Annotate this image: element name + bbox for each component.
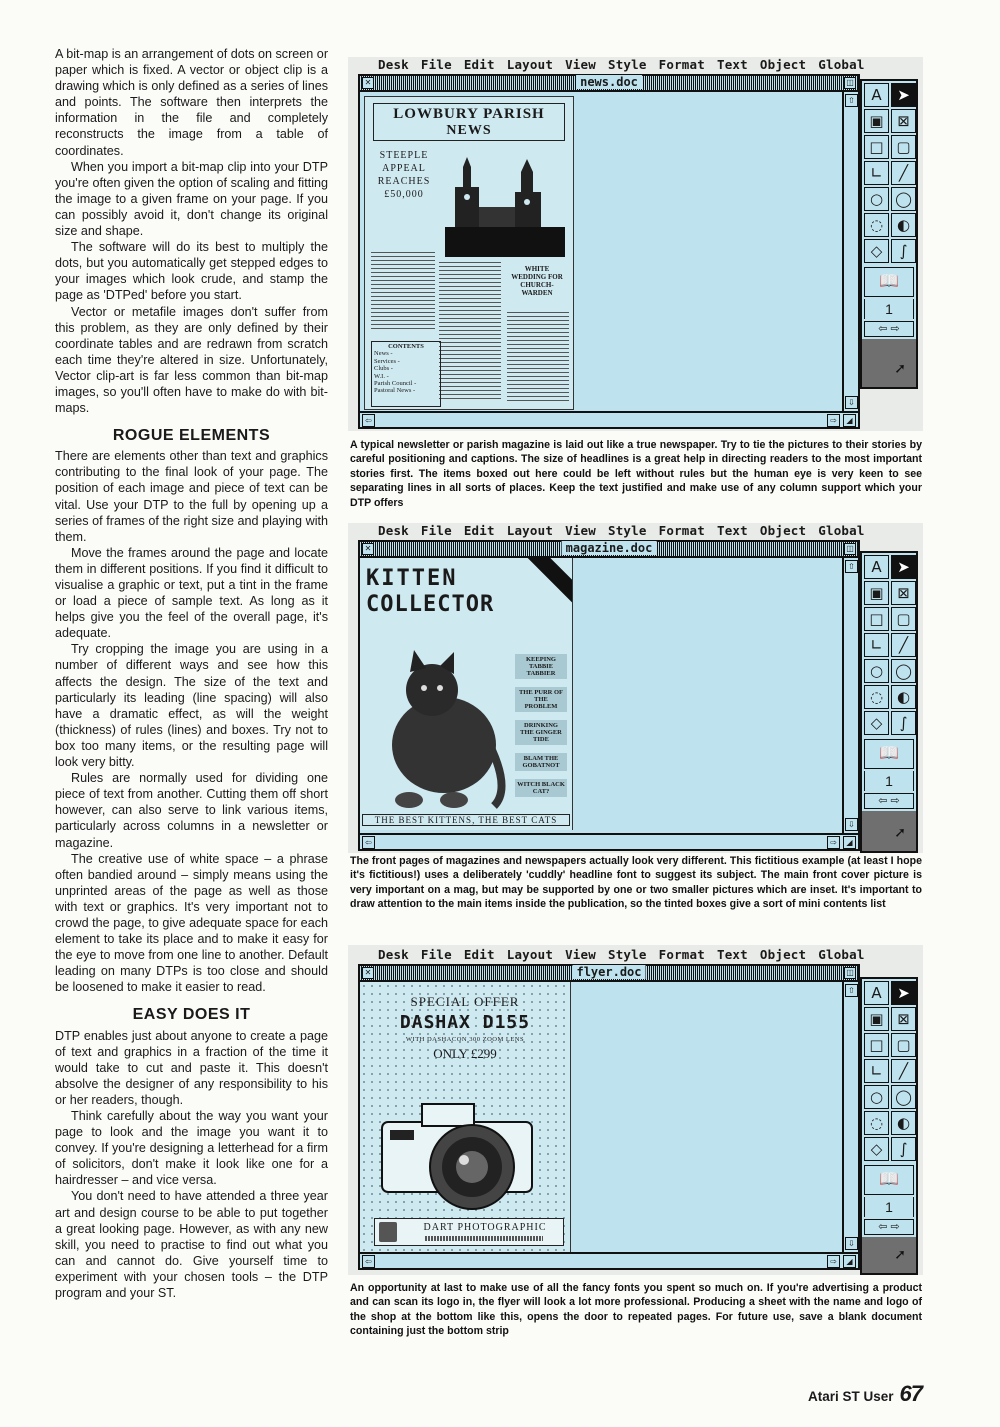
sidebar-item: THE PURR OF THE PROBLEM bbox=[515, 687, 567, 712]
sidebar-item: DRINKING THE GINGER TIDE bbox=[515, 720, 567, 745]
scroll-right-icon[interactable]: ⇨ bbox=[827, 1255, 840, 1268]
diagonal-line-icon[interactable]: ╱ bbox=[891, 1059, 916, 1083]
caption: The front pages of magazines and newspapers actually look very different. This fictitious example (at least I hope it's fictitious!) uses a deliberately 'cuddly' headline font to suggest its subject. The main front cover picture is very important on a mag, but may be supported by one or two smaller pictures which are inset. It's important to draw attention to the main items inside the publication, so the tinted boxes give a sort of mini contents list bbox=[350, 855, 922, 911]
arc-icon[interactable]: ◌ bbox=[864, 213, 889, 237]
menu-bar bbox=[378, 523, 915, 540]
strapline: THE BEST KITTENS, THE BEST CATS bbox=[362, 814, 570, 826]
menu-layout[interactable]: Layout bbox=[506, 57, 554, 72]
rounded-rect-icon[interactable]: ▢ bbox=[891, 135, 916, 159]
menu-desk[interactable]: Desk bbox=[378, 523, 409, 538]
paragraph: Think carefully about the way you want your page to look and the image you want it to convey. If you're designing a letterhead for a firm of solicitors, don't make it look like one for a hairdresser – and vice versa. bbox=[55, 1109, 328, 1188]
contents-item: Services - bbox=[374, 357, 400, 365]
sidebar-item: BLAM THE GOBATNOT bbox=[515, 753, 567, 771]
menu-format[interactable]: Format bbox=[658, 57, 705, 72]
ellipse-icon[interactable]: ◯ bbox=[891, 659, 916, 683]
page-number: 1 bbox=[864, 299, 914, 319]
flyer-page bbox=[360, 982, 571, 1252]
ellipse-icon[interactable]: ◯ bbox=[891, 1085, 916, 1109]
menu-global[interactable]: Global bbox=[818, 947, 865, 962]
resize-icon[interactable]: ◢ bbox=[843, 414, 856, 427]
contents-item: W.I. - bbox=[374, 372, 389, 380]
status-area bbox=[862, 339, 916, 387]
toolbox bbox=[860, 977, 918, 1275]
cursor-icon: ➚ bbox=[894, 360, 906, 376]
contents-item: Pastoral News - bbox=[374, 387, 416, 395]
rounded-rect-icon[interactable]: ▢ bbox=[891, 607, 916, 631]
menu-edit[interactable]: Edit bbox=[463, 523, 495, 538]
book-icon[interactable]: 📖 bbox=[864, 1165, 914, 1195]
pie-icon[interactable]: ◐ bbox=[891, 1111, 916, 1135]
text-tool[interactable]: A bbox=[864, 555, 889, 579]
toolbox bbox=[860, 551, 918, 853]
menu-layout[interactable]: Layout bbox=[506, 523, 554, 538]
newsletter-page bbox=[364, 96, 574, 410]
masthead-title: LOWBURY PARISH bbox=[393, 106, 545, 122]
menu-style[interactable]: Style bbox=[607, 523, 647, 538]
pie-icon[interactable]: ◐ bbox=[891, 685, 916, 709]
diagonal-line-icon[interactable]: ╱ bbox=[891, 633, 916, 657]
product-subline: WITH DASHACON 300 ZOOM LENS bbox=[405, 1036, 525, 1043]
pointer-tool-icon[interactable]: ➤ bbox=[891, 981, 916, 1005]
pointer-tool-icon[interactable]: ➤ bbox=[891, 555, 916, 579]
freehand-icon[interactable]: ∫ bbox=[891, 1137, 916, 1161]
document-window bbox=[358, 540, 860, 851]
paragraph: Try cropping the image you are using in a number of different ways and see how this affects the design. The size of the text and particularly its leading (line spacing) will also have a dramatic effect, as will the weight (thickness) of rules (lines) and boxes. Try not to box too many items, or the resulting page will look very bitty. bbox=[55, 642, 328, 770]
status-area bbox=[862, 1237, 916, 1273]
corner-banner bbox=[523, 558, 573, 602]
rectangle-icon[interactable]: □ bbox=[864, 1033, 889, 1057]
scroll-up-icon[interactable]: ⇧ bbox=[845, 94, 858, 107]
lead-headline: STEEPLE APPEAL REACHES £50,000 bbox=[377, 150, 431, 200]
menu-object[interactable]: Object bbox=[759, 57, 807, 72]
paragraph: The software will do its best to multiply the dots, but you automatically get stepped edges to your images which look crude, and stamp the page as 'DTPed' before you start. bbox=[55, 240, 328, 303]
paragraph: Vector or metafile images don't suffer from this problem, as they are only defined by their coordinate tables and are redrawn from scratch each time they're altered in size. Unfortunately, Vector clip-art is far less common than bit-map images, so you'll often have to make do with bit-maps. bbox=[55, 304, 328, 416]
contents-box bbox=[371, 341, 441, 407]
sidebar-item: KEEPING TABBIE TABBIER bbox=[515, 654, 567, 679]
menu-bar bbox=[378, 57, 915, 74]
menu-desk[interactable]: Desk bbox=[378, 947, 409, 962]
freehand-icon[interactable]: ∫ bbox=[891, 711, 916, 735]
small-circle-icon[interactable]: ○ bbox=[864, 187, 889, 211]
freehand-icon[interactable]: ∫ bbox=[891, 239, 916, 263]
close-box[interactable]: ✕ bbox=[362, 77, 374, 89]
book-icon[interactable]: 📖 bbox=[864, 267, 914, 297]
window-title: magazine.doc bbox=[562, 541, 657, 555]
image-frame-icon[interactable]: ▣ bbox=[864, 1007, 889, 1031]
menu-global[interactable]: Global bbox=[818, 57, 865, 72]
polygon-icon[interactable]: ◇ bbox=[864, 711, 889, 735]
page-arrows-icon[interactable]: ⇦ ⇨ bbox=[864, 793, 914, 809]
right-angle-line-icon[interactable]: ∟ bbox=[864, 633, 889, 657]
window-title: flyer.doc bbox=[572, 965, 645, 979]
vertical-scrollbar[interactable] bbox=[842, 92, 858, 411]
sidebar-item: WITCH BLACK CAT? bbox=[515, 779, 567, 797]
menu-object[interactable]: Object bbox=[759, 523, 807, 538]
horizontal-scrollbar[interactable] bbox=[360, 833, 858, 849]
resize-icon[interactable]: ◢ bbox=[843, 836, 856, 849]
body-text-block bbox=[507, 312, 569, 402]
full-box[interactable]: ◫ bbox=[844, 967, 856, 979]
title-bar[interactable] bbox=[360, 542, 858, 558]
shop-strip bbox=[374, 1218, 564, 1246]
scroll-right-icon[interactable]: ⇨ bbox=[827, 836, 840, 849]
scroll-down-icon[interactable]: ⇩ bbox=[845, 396, 858, 409]
church-illustration bbox=[445, 147, 565, 257]
menu-file[interactable]: File bbox=[420, 57, 452, 72]
toolbox bbox=[860, 79, 918, 389]
text-tool[interactable]: A bbox=[864, 981, 889, 1005]
arc-icon[interactable]: ◌ bbox=[864, 1111, 889, 1135]
menu-object[interactable]: Object bbox=[759, 947, 807, 962]
menu-file[interactable]: File bbox=[420, 523, 452, 538]
page-number: 1 bbox=[864, 1197, 914, 1217]
caption: An opportunity at last to make use of all the fancy fonts you spent so much on. If you're advertising a product and can scan its logo in, the flyer will look a lot more professional. Producing a sheet with the name and logo of the shop at the bottom like this, opens the door to repeated pages. For future use, save a blank document containing just the bottom strip bbox=[350, 1282, 922, 1338]
side-headline: WHITE WEDDING FOR CHURCH-WARDEN bbox=[511, 265, 563, 297]
full-box[interactable]: ◫ bbox=[844, 543, 856, 555]
scroll-down-icon[interactable]: ⇩ bbox=[845, 1237, 858, 1250]
scroll-up-icon[interactable]: ⇧ bbox=[845, 560, 858, 573]
polygon-icon[interactable]: ◇ bbox=[864, 1137, 889, 1161]
cursor-icon: ➚ bbox=[894, 824, 906, 840]
menu-global[interactable]: Global bbox=[818, 523, 865, 538]
page-arrows-icon[interactable]: ⇦ ⇨ bbox=[864, 1219, 914, 1235]
rectangle-icon[interactable]: □ bbox=[864, 607, 889, 631]
contents-sidebar bbox=[515, 654, 567, 797]
shop-address-block bbox=[425, 1236, 543, 1241]
close-box[interactable]: ✕ bbox=[362, 967, 374, 979]
caption: A typical newsletter or parish magazine is laid out like a true newspaper. Try to tie the pictures to their stories by careful positioning and captions. The size of headlines is a great help in directing readers to the most important stories first. The items boxed out here could be left without rules but the human eye is very keen to see separating lines in all sorts of places. Keep the text justified and make use of any column support which your DTP offers bbox=[350, 439, 922, 509]
title-bar[interactable] bbox=[360, 966, 858, 982]
magazine-cover bbox=[360, 558, 573, 830]
image-frame-icon[interactable]: ▣ bbox=[864, 109, 889, 133]
small-circle-icon[interactable]: ○ bbox=[864, 1085, 889, 1109]
polygon-icon[interactable]: ◇ bbox=[864, 239, 889, 263]
contents-item: Clubs - bbox=[374, 365, 393, 373]
camera-illustration bbox=[372, 1082, 552, 1217]
pointer-tool-icon[interactable]: ➤ bbox=[891, 83, 916, 107]
screenshot-magazine bbox=[348, 523, 923, 853]
image-frame-icon[interactable]: ▣ bbox=[864, 581, 889, 605]
section-heading: ROGUE ELEMENTS bbox=[112, 427, 271, 445]
scroll-left-icon[interactable]: ⇦ bbox=[362, 414, 375, 427]
menu-edit[interactable]: Edit bbox=[463, 947, 495, 962]
small-circle-icon[interactable]: ○ bbox=[864, 659, 889, 683]
resize-icon[interactable]: ◢ bbox=[843, 1255, 856, 1268]
paragraph: Move the frames around the page and locate them in different positions. If you find it difficult to visualise a graphic or text, put a tint in the frame or load a piece of sample text. As long as it helps give you the feel of the overall page, it's adequate. bbox=[55, 545, 328, 641]
right-angle-line-icon[interactable]: ∟ bbox=[864, 1059, 889, 1083]
menu-view[interactable]: View bbox=[565, 523, 596, 538]
page-number: 1 bbox=[864, 771, 914, 791]
document-window bbox=[358, 74, 860, 429]
page-footer bbox=[808, 1381, 922, 1407]
book-icon[interactable]: 📖 bbox=[864, 739, 914, 769]
text-tool[interactable]: A bbox=[864, 83, 889, 107]
contents-item: News - bbox=[374, 350, 393, 358]
screenshot-news bbox=[348, 57, 923, 431]
empty-frame-icon[interactable]: ⊠ bbox=[891, 581, 916, 605]
full-box[interactable]: ◫ bbox=[844, 77, 856, 89]
section-heading: EASY DOES IT bbox=[132, 1006, 251, 1024]
scroll-right-icon[interactable]: ⇨ bbox=[827, 414, 840, 427]
menu-format[interactable]: Format bbox=[658, 523, 705, 538]
masthead-line-2: COLLECTOR bbox=[366, 592, 495, 617]
document-window bbox=[358, 964, 860, 1270]
menu-text[interactable]: Text bbox=[716, 947, 748, 962]
film-roll-icon bbox=[379, 1222, 397, 1242]
screenshot-flyer bbox=[348, 945, 923, 1275]
masthead-subtitle: NEWS bbox=[446, 123, 492, 138]
masthead bbox=[373, 103, 565, 141]
menu-bar bbox=[378, 947, 915, 964]
menu-layout[interactable]: Layout bbox=[506, 947, 554, 962]
paragraph: DTP enables just about anyone to create a page of text and graphics in a fraction of the time it would take to cut and paste it. This doesn't absolve the designer of any responsibility to his or her readers, though. bbox=[55, 1028, 328, 1107]
price: ONLY £299 bbox=[433, 1046, 497, 1061]
page-number-footer: 67 bbox=[899, 1381, 922, 1406]
shop-name: DART PHOTOGRAPHIC bbox=[423, 1222, 547, 1233]
special-offer: SPECIAL OFFER bbox=[410, 994, 520, 1009]
body-text-block bbox=[371, 252, 435, 332]
scroll-up-icon[interactable]: ⇧ bbox=[845, 984, 858, 997]
menu-view[interactable]: View bbox=[565, 57, 596, 72]
menu-style[interactable]: Style bbox=[607, 947, 647, 962]
horizontal-scrollbar[interactable] bbox=[360, 1252, 858, 1268]
rounded-rect-icon[interactable]: ▢ bbox=[891, 1033, 916, 1057]
menu-text[interactable]: Text bbox=[716, 523, 748, 538]
paragraph: There are elements other than text and graphics contributing to the final look of your page. The position of each image and piece of text can be vital. Use your DTP to the full by opening up a series of frames of the right size and playing with them. bbox=[55, 449, 328, 544]
status-area bbox=[862, 811, 916, 851]
paragraph: When you import a bit-map clip into your DTP you're often given the option of scaling and fitting the image to a given frame on your page. If you can possibly avoid it, don't change its original size and shape. bbox=[55, 159, 328, 239]
menu-style[interactable]: Style bbox=[607, 57, 647, 72]
product-logo: DASHAX D155 bbox=[399, 1012, 531, 1033]
contents-title: CONTENTS bbox=[388, 343, 424, 350]
right-angle-line-icon[interactable]: ∟ bbox=[864, 161, 889, 185]
contents-item: Parish Council - bbox=[374, 380, 417, 388]
menu-file[interactable]: File bbox=[420, 947, 452, 962]
masthead-line-1: KITTEN bbox=[366, 566, 458, 591]
ellipse-icon[interactable]: ◯ bbox=[891, 187, 916, 211]
menu-edit[interactable]: Edit bbox=[463, 57, 495, 72]
rectangle-icon[interactable]: □ bbox=[864, 135, 889, 159]
page-arrows-icon[interactable]: ⇦ ⇨ bbox=[864, 321, 914, 337]
menu-view[interactable]: View bbox=[565, 947, 596, 962]
paragraph: You don't need to have attended a three year art and design course to be able to put together a great looking page. However, as with any new skill, you need to practise to find out what you can and cannot do. Give yourself time to experiment with your chosen tools – the DTP program and your ST. bbox=[55, 1189, 328, 1301]
window-title: news.doc bbox=[576, 75, 642, 89]
kitten-photo bbox=[374, 650, 512, 818]
title-bar[interactable] bbox=[360, 76, 858, 92]
paragraph: The creative use of white space – a phrase often bandied around – simply means using the unprinted areas of the page as well as those with text or graphics. It's very important not to crowd the page, to give adequate space for each element to take its place and to make it easy for the eye to move from one line to another. Default leading on many DTPs is too close and should be loosened to make it easier to read. bbox=[55, 851, 328, 995]
scroll-down-icon[interactable]: ⇩ bbox=[845, 818, 858, 831]
vertical-scrollbar[interactable] bbox=[842, 558, 858, 833]
arc-icon[interactable]: ◌ bbox=[864, 685, 889, 709]
scroll-left-icon[interactable]: ⇦ bbox=[362, 1255, 375, 1268]
vertical-scrollbar[interactable] bbox=[842, 982, 858, 1252]
horizontal-scrollbar[interactable] bbox=[360, 411, 858, 427]
paragraph: A bit-map is an arrangement of dots on screen or paper which is fixed. A vector or object clip is a drawing which is only defined as a series of lines and points. The software then interprets the information in the file and completely reconstructs the image from a table of coordinates. bbox=[55, 47, 329, 158]
menu-text[interactable]: Text bbox=[716, 57, 748, 72]
pie-icon[interactable]: ◐ bbox=[891, 213, 916, 237]
scroll-left-icon[interactable]: ⇦ bbox=[362, 836, 375, 849]
empty-frame-icon[interactable]: ⊠ bbox=[891, 109, 916, 133]
menu-format[interactable]: Format bbox=[658, 947, 705, 962]
paragraph: Rules are normally used for dividing one piece of text from another. Cutting them off short however, can also serve to link various items, particularly across columns in a newsletter or magazine. bbox=[55, 771, 328, 850]
cursor-icon: ➚ bbox=[894, 1246, 906, 1262]
menu-desk[interactable]: Desk bbox=[378, 57, 409, 72]
body-text-block bbox=[439, 262, 501, 402]
empty-frame-icon[interactable]: ⊠ bbox=[891, 1007, 916, 1031]
magazine-name: Atari ST User bbox=[807, 1389, 894, 1404]
close-box[interactable]: ✕ bbox=[362, 543, 374, 555]
article-column bbox=[55, 46, 328, 1301]
diagonal-line-icon[interactable]: ╱ bbox=[891, 161, 916, 185]
